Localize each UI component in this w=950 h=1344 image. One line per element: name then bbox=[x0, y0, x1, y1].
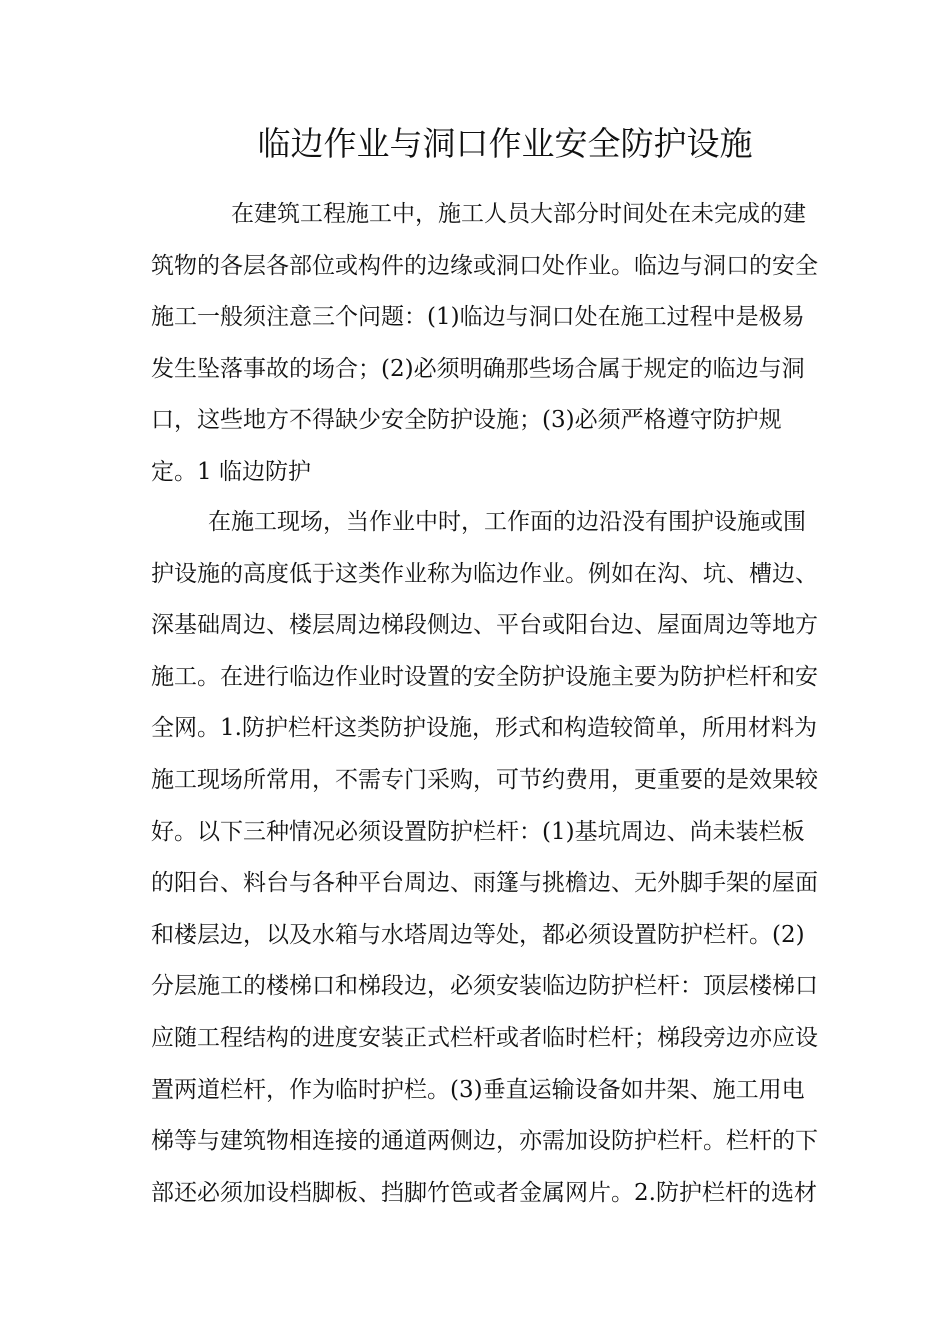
paragraph-2-line: 深基础周边、楼层周边梯段侧边、平台或阳台边、屋面周边等地方 bbox=[151, 612, 818, 639]
paragraph-2-line: 和楼层边，以及水箱与水塔周边等处，都必须设置防护栏杆。(2) bbox=[151, 921, 805, 948]
paragraph-2-line: 在施工现场，当作业中时，工作面的边沿没有围护设施或围 bbox=[208, 509, 806, 535]
paragraph-1-line: 筑物的各层各部位或构件的边缘或洞口处作业。临边与洞口的安全 bbox=[151, 252, 818, 279]
paragraph-2-line: 部还必须加设档脚板、挡脚竹笆或者金属网片。2.防护栏杆的选材 bbox=[151, 1179, 817, 1206]
paragraph-2-line: 施工现场所常用，不需专门采购，可节约费用，更重要的是效果较 bbox=[151, 767, 818, 793]
paragraph-1-line: 口，这些地方不得缺少安全防护设施；(3)必须严格遵守防护规 bbox=[151, 407, 782, 434]
paragraph-2-line: 置两道栏杆，作为临时护栏。(3)垂直运输设备如井架、施工用电 bbox=[151, 1076, 805, 1103]
paragraph-2-line: 施工。在进行临边作业时设置的安全防护设施主要为防护栏杆和安 bbox=[151, 663, 818, 690]
paragraph-1-line: 在建筑工程施工中，施工人员大部分时间处在未完成的建 bbox=[231, 201, 806, 227]
paragraph-1-line: 施工一般须注意三个问题：(1)临边与洞口处在施工过程中是极易 bbox=[151, 304, 805, 331]
paragraph-1-line: 发生坠落事故的场合；(2)必须明确那些场合属于规定的临边与洞 bbox=[151, 355, 805, 382]
paragraph-2-line: 应随工程结构的进度安装正式栏杆或者临时栏杆；梯段旁边亦应设 bbox=[151, 1025, 818, 1051]
paragraph-2-line: 的阳台、料台与各种平台周边、雨篷与挑檐边、无外脚手架的屋面 bbox=[151, 870, 818, 897]
paragraph-1-line: 定。1 临边防护 bbox=[151, 459, 311, 485]
paragraph-2-line: 好。以下三种情况必须设置防护栏杆：(1)基坑周边、尚未装栏板 bbox=[151, 818, 805, 845]
paragraph-2-line: 梯等与建筑物相连接的通道两侧边，亦需加设防护栏杆。栏杆的下 bbox=[151, 1128, 818, 1155]
paragraph-2-line: 护设施的高度低于这类作业称为临边作业。例如在沟、坑、槽边、 bbox=[151, 560, 818, 587]
document-title: 临边作业与洞口作业安全防护设施 bbox=[257, 124, 753, 163]
paragraph-2-line: 全网。1.防护栏杆这类防护设施，形式和构造较简单，所用材料为 bbox=[151, 715, 817, 742]
paragraph-2-line: 分层施工的楼梯口和梯段边，必须安装临边防护栏杆：顶层楼梯口 bbox=[151, 973, 818, 1000]
